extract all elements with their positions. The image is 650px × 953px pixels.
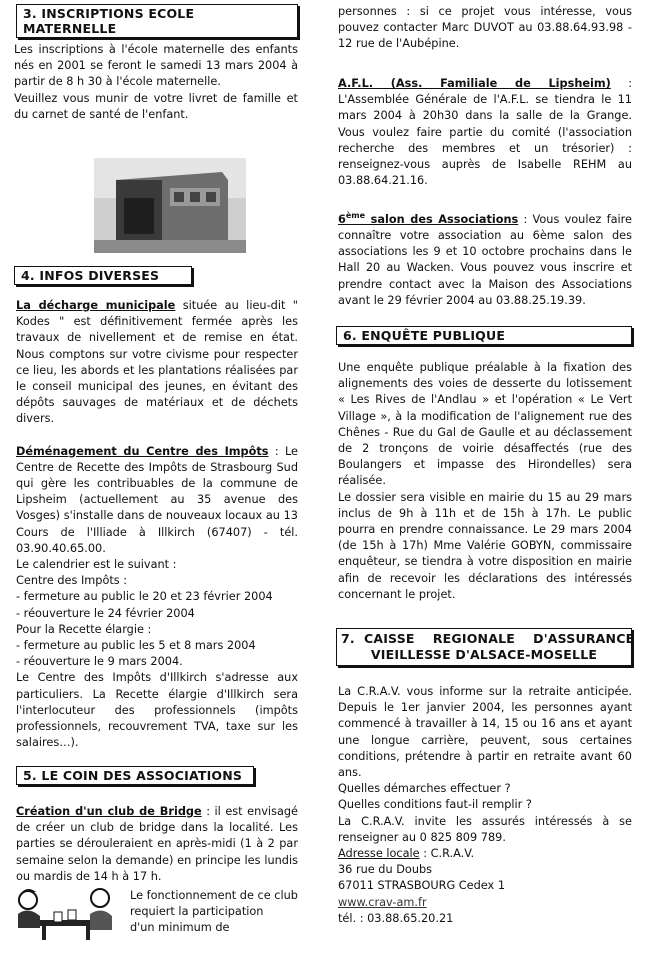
bridge-title: Création d'un club de Bridge — [16, 805, 202, 818]
bridge-players-illustration — [14, 884, 116, 940]
phone-number: tél. : 03.88.65.20.21 — [338, 911, 454, 925]
impots-paragraph: Déménagement du Centre des Impôts : Le Centre de Recette des Impôts de Strasbourg Sud qui gère les contribuables de la commune de Lipsheim (actuellement au 35 avenue des Vosges) s'installe dans de nouveaux locaux au 13 Cours de l'Illiade à Illkirch (67407) - tél. 03.90.40.65.00. — [16, 444, 298, 555]
enquete-paragraph: Une enquête publique préalable à la fixation des alignements des voies de desserte du lotissement « Les Rives de l'Andlau » et l'opération « Le Vert Village », à la modification de l'alignement rue des Chênes - Rue du Gal de Gaulle et au déclassement de 2 tronçons de voirie désaffectés (rue des Boulangers et impasse des Hirondelles) sera réalisée. — [338, 361, 632, 488]
crav-invite-paragraph: La C.R.A.V. invite les assurés intéressés à se renseigner au 0 825 809 789. — [338, 814, 632, 844]
website-link[interactable]: www.crav-am.fr — [338, 895, 427, 909]
section-3-heading: 3. INSCRIPTIONS ECOLE MATERNELLE — [16, 4, 298, 38]
bridge-contact-paragraph: personnes : si ce projet vous intéresse, vous pouvez contacter Marc DUVOT au 03.88.64.93.98 - 12 rue de l'Aubépine. — [338, 5, 632, 51]
crav-paragraph: La C.R.A.V. vous informe sur la retraite anticipée. Depuis le 1er janvier 2004, les personnes ayant commencé à travailler à 14, 15 ou 16 ans et ayant une longue carrière, peuvent, sous certaines conditions, prétendre à partir en retraite avant 60 ans. — [338, 685, 632, 780]
dossier-paragraph: Le dossier sera visible en mairie du 15 au 29 mars inclus de 9h à 11h et de 15h à 17h. Le public pourra en prendre connaissance. Le 29 mars 2004 (de 15h à 17h) Mme Valérie GOBYN, commissaire enquêteur, se tiendra à votre disposition en mairie afin de recevoir les déclarations des intéressés concernant le projet. — [338, 490, 632, 601]
bridge-paragraph: Création d'un club de Bridge : il est envisagé de créer un club de bridge dans la localité. Les parties se dérouleraient en après-midi (1 à 2 par semaine selon la demande) en principe les lundis ou mardis de 14 h à 17 h. — [16, 805, 298, 883]
salon-paragraph: 6ème salon des Associations : Vous voulez faire connaître votre association au 6ème salon des associations les 9 et 10 octobre prochains dans le Hall 20 au Wacken. Vous pouvez vous inscrire et prendre contact avec la Maison des Associations avant le 29 février 2004 au 03.88.25.19.39. — [338, 211, 632, 307]
afl-title: A.F.L. (Ass. Familiale de Lipsheim) — [338, 77, 611, 90]
section-4-text — [16, 298, 298, 751]
school-building-image — [94, 158, 246, 253]
section-3-text — [14, 42, 298, 123]
section-5-heading: 5. LE COIN DES ASSOCIATIONS — [16, 766, 254, 785]
school-documents-paragraph: Veuillez vous munir de votre livret de famille et du carnet de santé de l'enfant. — [14, 91, 298, 121]
section-6-heading: 6. ENQUÊTE PUBLIQUE — [336, 326, 632, 345]
section-4-heading: 4. INFOS DIVERSES — [14, 266, 192, 285]
address-label: Adresse locale : C.R.A.V. — [338, 847, 475, 861]
address-line: 36 rue du Doubs — [338, 863, 433, 877]
salon-title: 6ème salon des Associations — [338, 211, 519, 226]
bridge-continuation: Le fonctionnement de ce club requiert la participation d'un minimum de — [130, 889, 298, 935]
question-1: Quelles démarches effectuer ? — [338, 782, 511, 796]
card-players-icon — [14, 884, 116, 940]
address-line: 67011 STRASBOURG Cedex 1 — [338, 879, 506, 893]
impots-title: Déménagement du Centre des Impôts — [16, 444, 269, 458]
section-6-text — [338, 360, 632, 603]
impots-end-paragraph: Le Centre des Impôts d'Illkirch s'adresse aux particuliers. La Recette élargie d'Illkirch sera l'interlocuteur des professionnels (impôts professionnels, recouvrement TVA, taxe sur les salaires…). — [16, 671, 298, 750]
school-registration-paragraph: Les inscriptions à l'école maternelle des enfants nés en 2001 se feront le samedi 13 mars 2004 à partir de 8 h 30 à l'école maternelle. — [14, 43, 298, 89]
afl-paragraph: A.F.L. (Ass. Familiale de Lipsheim) : L'Assemblée Générale de l'A.F.L. se tiendra le 11 mars 2004 à 20h30 dans la salle de la Grange. Vous voulez faire partie du comité (l'association recherche des membres et un trésorier) : renseignez-vous auprès de Isabelle REHM au 03.88.64.21.16. — [338, 77, 632, 188]
section-7-heading: 7. CAISSE REGIONALE D'ASSURANCE VIEILLESSE D'ALSACE-MOSELLE — [336, 628, 632, 666]
question-2: Quelles conditions faut-il remplir ? — [338, 798, 532, 812]
decharge-title: La décharge municipale — [16, 299, 176, 312]
school-building-photo — [94, 158, 246, 253]
calendar-list: Le calendrier est le suivant : Centre des Impôts : - fermeture au public le 20 et 23 février 2004 - réouverture le 24 février 2004 Pour la Recette élargie : - fermeture au public les 5 et 8 mars 2004 - réouverture le 9 mars 2004. — [16, 558, 273, 669]
decharge-paragraph: La décharge municipale située au lieu-dit " Kodes " est définitivement fermée après les travaux de nivellement et de remise en état. Nous comptons sur votre civisme pour respecter ce lieu, les abords et les plantations réalisées par le conseil municipal des jeunes, en évitant des dépôts sauvages de matériaux et de déchets divers. — [16, 299, 298, 426]
section-7-text — [338, 684, 632, 927]
